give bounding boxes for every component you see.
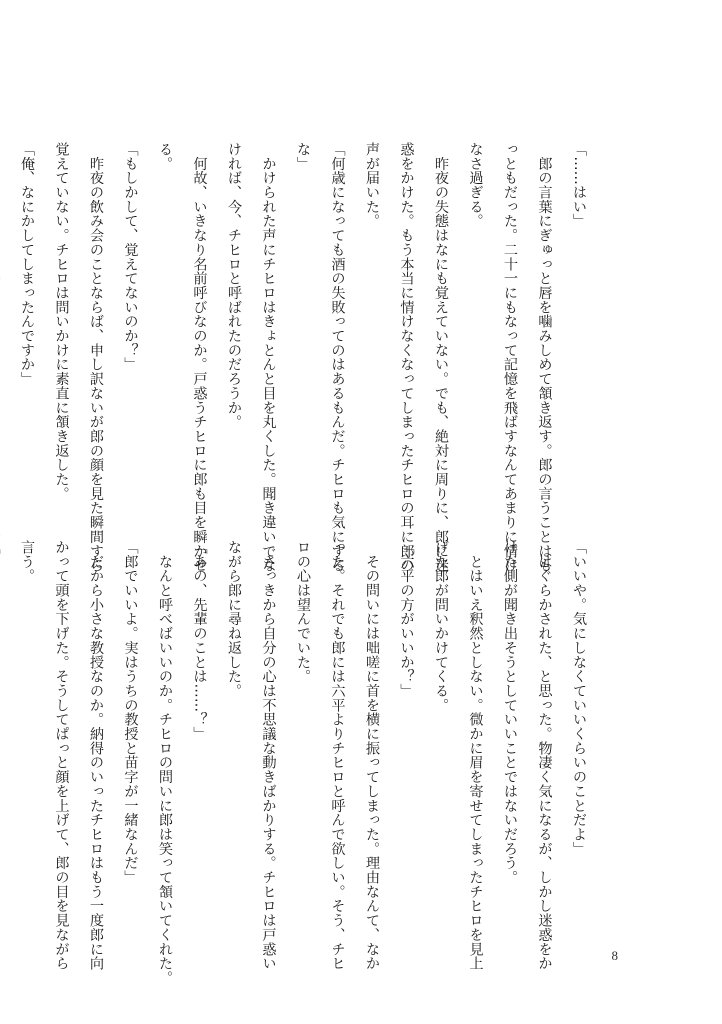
text-line: さっきから自分の心は不思議な動きばかりする。チヒロは戸惑い (260, 540, 277, 971)
text-block-bottom (0, 540, 596, 985)
text-line: な」 (295, 142, 311, 171)
text-line: 「郎でいいよ。実はうちの教授と苗字が一緒なんだ」 (122, 540, 139, 885)
text-line: 声が届いた。 (364, 142, 380, 229)
text-line: かって頭を下げた。そうしてぱっと顔を上げて、郎の目を見ながら (53, 540, 70, 971)
text-line: とはいえ釈然としない。微かに眉を寄せてしまったチヒロを見上 (467, 540, 484, 971)
text-line: ければ、今、チヒロと呼ばれたのだろうか。 (226, 142, 242, 429)
text-line: 何故、いきなり名前呼びなのか。戸惑うチヒロに郎も目を瞬かせ (191, 142, 208, 573)
text-line: 「もしかして、覚えてないのか？」 (122, 142, 139, 372)
text-line: った。それでも郎には六平よりチヒロと呼んで欲しい。そう、チヒ (329, 540, 346, 971)
text-line: 「いいや。気にしなくていいくらいのことだよ」 (571, 540, 587, 856)
text-line: その問いには咄嗟に首を横に振ってしまった。理由なんて、なか (364, 540, 380, 971)
text-line: ながら郎に尋ね返した。 (226, 540, 242, 698)
text-line: 覚えていない。チヒロは問いかけに素直に頷き返した。 (53, 142, 70, 501)
text-line: かけられた声にチヒロはきょとんと目を丸くした。聞き違いでな (260, 142, 277, 573)
text-line: 言う。 (19, 540, 35, 584)
text-line: る。 (157, 142, 173, 171)
text-line: っともだった。二十一にもなって記憶を飛ばすなんてあまりに情け (502, 142, 518, 573)
page-number: 8 (611, 948, 618, 963)
text-line: 「……はい」 (571, 142, 587, 229)
text-line: ロの心は望んでいた。 (295, 540, 311, 684)
text-line: 「六平の方がいいか？」 (398, 540, 415, 698)
text-line: げた郎が問いかけてくる。 (433, 540, 449, 713)
text-line: 「あの、先輩のことは……？」 (191, 540, 208, 741)
text-line: だから小さな教授なのか。納得のいったチヒロはもう一度郎に向 (88, 540, 104, 971)
text-line (0, 142, 10, 494)
text-line: 「何歳になっても酒の失敗ってのはあるもんだ。チヒロも気にする (329, 142, 346, 573)
text-line: 昨夜の失態はなにも覚えていない。でも、絶対に周りに、郎に迷 (433, 142, 449, 573)
text-block-top (0, 142, 596, 573)
text-line: 郎の言葉にぎゅっと唇を噛みしめて頷き返す。郎の言うことはも (536, 142, 553, 573)
text-line: 惑をかけた。もう本当に情けなくなってしまったチヒロの耳に郎の (398, 142, 415, 573)
text-line (0, 540, 10, 892)
text-line: 昨夜の飲み会のことならば、申し訳ないが郎の顔を見た瞬間すら (88, 142, 104, 573)
text-line: 「俺、なにかしてしまったんですか」 (19, 142, 35, 386)
text-line: なさ過ぎる。 (467, 142, 484, 229)
text-line: けた側が聞き出そうとしていいことではないだろう。 (502, 540, 518, 885)
text-line: なんと呼べばいいのか。チヒロの問いに郎は笑って頷いてくれた。 (157, 540, 173, 985)
text-line: はぐらかされた、と思った。物凄く気になるが、しかし迷惑をか (536, 540, 553, 971)
